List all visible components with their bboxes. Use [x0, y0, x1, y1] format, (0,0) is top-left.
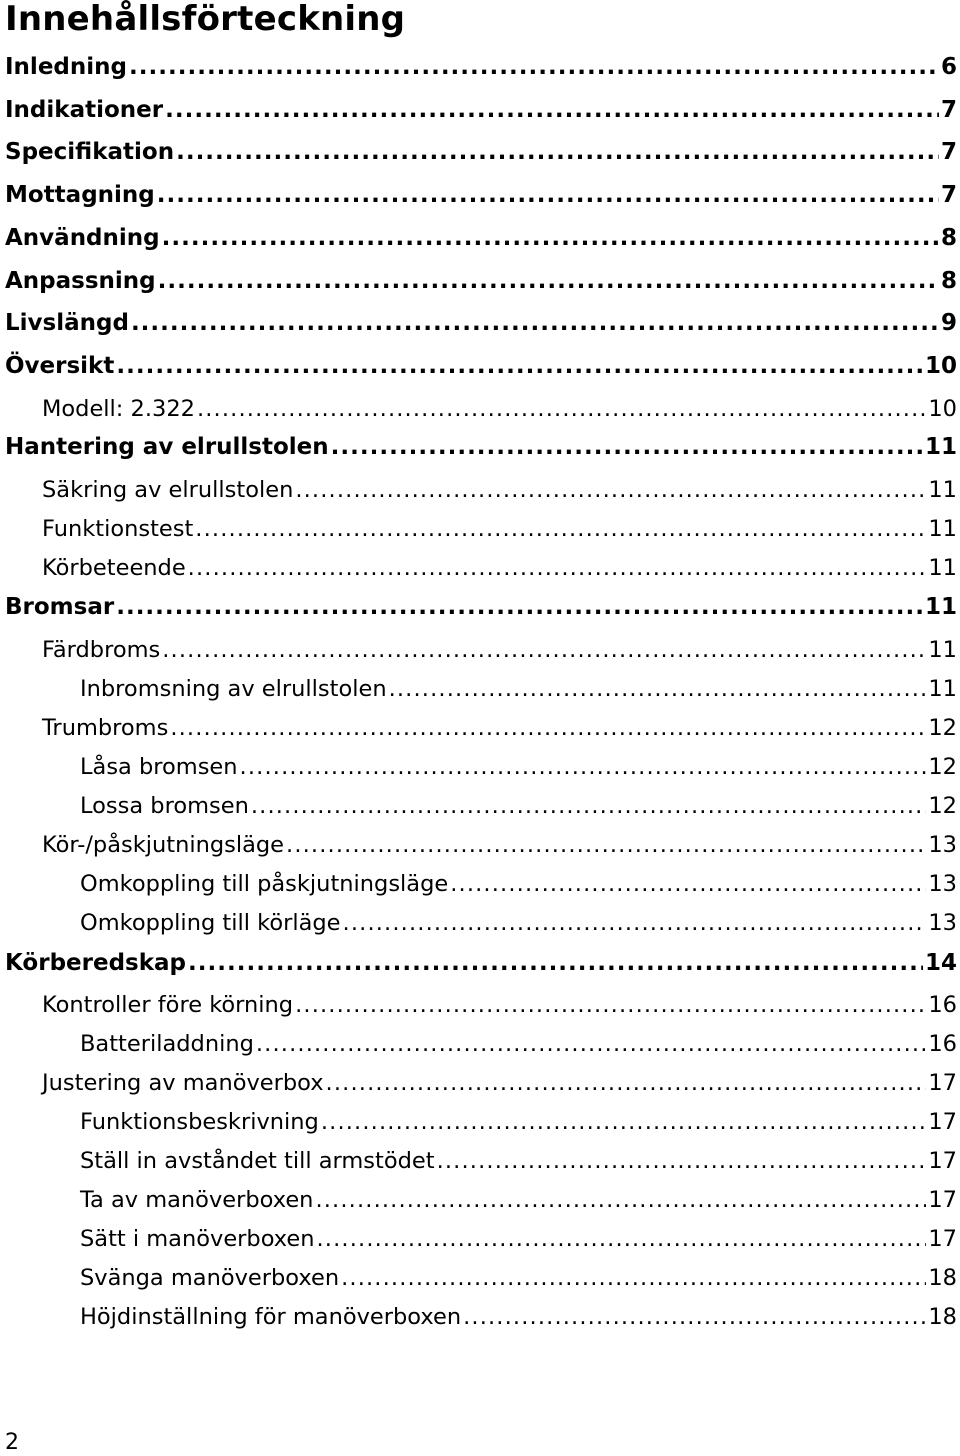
dot-leader — [437, 1148, 927, 1174]
toc-entry-page: 8 — [940, 268, 957, 294]
toc-entry[interactable] — [80, 754, 957, 780]
toc-entry-label: Hantering av elrullstolen — [5, 434, 329, 460]
toc-entry-page: 7 — [940, 139, 957, 165]
dot-leader — [450, 871, 926, 897]
dot-leader — [116, 594, 923, 620]
toc-entry-label: Ta av manöverboxen — [80, 1187, 314, 1213]
toc-entry[interactable] — [5, 434, 957, 460]
dot-leader — [188, 555, 927, 581]
toc-entry-label: Kontroller före körning — [42, 992, 294, 1018]
toc-entry[interactable] — [42, 1070, 957, 1096]
toc-entry-page: 12 — [928, 754, 957, 780]
dot-leader — [321, 1109, 927, 1135]
toc-entry[interactable] — [42, 637, 957, 663]
toc-entry[interactable] — [5, 353, 957, 379]
toc-entry[interactable] — [42, 516, 957, 542]
page-title: Innehållsförteckning — [5, 0, 406, 39]
toc-entry-page: 10 — [924, 353, 957, 379]
toc-entry-page: 11 — [928, 516, 957, 542]
toc-entry[interactable] — [5, 139, 957, 165]
toc-entry[interactable] — [5, 310, 957, 336]
toc-entry-page: 16 — [928, 992, 957, 1018]
dot-leader — [116, 353, 923, 379]
toc-entry-page: 18 — [928, 1265, 957, 1291]
dot-leader — [176, 139, 939, 165]
toc-entry[interactable] — [5, 54, 957, 80]
toc-entry-label: Inbromsning av elrullstolen — [80, 676, 387, 702]
toc-entry-page: 17 — [928, 1187, 957, 1213]
toc-entry-page: 11 — [928, 477, 957, 503]
toc-entry-page: 6 — [940, 54, 957, 80]
toc-entry-page: 7 — [940, 182, 957, 208]
toc-entry-label: Sätt i manöverboxen — [80, 1226, 315, 1252]
dot-leader — [170, 715, 926, 741]
toc-entry-label: Funktionsbeskrivning — [80, 1109, 319, 1135]
dot-leader — [240, 754, 927, 780]
toc-entry-page: 7 — [940, 97, 957, 123]
dot-leader — [389, 676, 927, 702]
dot-leader — [129, 54, 939, 80]
toc-entry[interactable] — [42, 477, 957, 503]
toc-entry[interactable] — [5, 950, 957, 976]
toc-entry-label: Ställ in avståndet till armstödet — [80, 1148, 435, 1174]
toc-entry-label: Inledning — [5, 54, 127, 80]
toc-entry-label: Svänga manöverboxen — [80, 1265, 340, 1291]
toc-entry[interactable] — [80, 871, 957, 897]
toc-entry-label: Batteriladdning — [80, 1031, 254, 1057]
toc-entry-label: Livslängd — [5, 310, 129, 336]
toc-entry-label: Omkoppling till påskjutningsläge — [80, 871, 449, 897]
toc-entry-label: Bromsar — [5, 594, 115, 620]
toc-entry[interactable] — [5, 594, 957, 620]
toc-entry-label: Indikationer — [5, 97, 164, 123]
toc-entry-label: Anpassning — [5, 268, 156, 294]
toc-entry-page: 10 — [928, 396, 957, 422]
toc-entry-label: Kör-/påskjutningsläge — [42, 832, 285, 858]
dot-leader — [157, 182, 939, 208]
toc-entry[interactable] — [42, 832, 957, 858]
toc-entry-label: Översikt — [5, 353, 115, 379]
toc-entry[interactable] — [80, 1031, 957, 1057]
toc-entry-label: Lossa bromsen — [80, 793, 249, 819]
dot-leader — [326, 1070, 927, 1096]
dot-leader — [317, 1226, 927, 1252]
dot-leader — [162, 637, 926, 663]
toc-entry-page: 9 — [940, 310, 957, 336]
toc-entry-label: Modell: 2.322 — [42, 396, 195, 422]
toc-entry-label: Specifikation — [5, 139, 175, 165]
toc-entry[interactable] — [80, 676, 957, 702]
dot-leader — [256, 1031, 926, 1057]
toc-entry[interactable] — [5, 268, 957, 294]
toc-entry-page: 17 — [928, 1109, 957, 1135]
toc-entry[interactable] — [80, 910, 957, 936]
dot-leader — [331, 434, 923, 460]
toc-entry[interactable] — [80, 1148, 957, 1174]
toc-entry[interactable] — [80, 1109, 957, 1135]
toc-entry[interactable] — [42, 992, 957, 1018]
toc-entry-page: 11 — [928, 676, 957, 702]
toc-entry-label: Säkring av elrullstolen — [42, 477, 294, 503]
toc-entry-page: 16 — [928, 1031, 957, 1057]
dot-leader — [251, 793, 927, 819]
toc-entry-page: 11 — [928, 637, 957, 663]
toc-entry[interactable] — [42, 715, 957, 741]
toc-entry-label: Låsa bromsen — [80, 754, 238, 780]
toc-entry-label: Höjdinställning för manöverboxen — [80, 1304, 462, 1330]
toc-entry[interactable] — [42, 396, 957, 422]
dot-leader — [315, 1187, 926, 1213]
toc-entry[interactable] — [5, 225, 957, 251]
dot-leader — [463, 1304, 926, 1330]
dot-leader — [197, 396, 926, 422]
toc-entry[interactable] — [80, 1265, 957, 1291]
toc-entry-page: 18 — [928, 1304, 957, 1330]
toc-entry-label: Trumbroms — [42, 715, 169, 741]
toc-entry-label: Körbeteende — [42, 555, 186, 581]
toc-entry[interactable] — [80, 1226, 957, 1252]
toc-entry-page: 17 — [928, 1148, 957, 1174]
toc-entry-page: 13 — [928, 871, 957, 897]
dot-leader — [188, 950, 923, 976]
dot-leader — [295, 477, 926, 503]
toc-entry-page: 14 — [924, 950, 957, 976]
toc-entry-page: 17 — [928, 1070, 957, 1096]
page-number: 2 — [5, 1430, 19, 1455]
toc-entry-page: 13 — [928, 910, 957, 936]
toc-entry-label: Användning — [5, 225, 160, 251]
dot-leader — [158, 268, 939, 294]
toc-entry-page: 11 — [928, 555, 957, 581]
toc-entry-page: 17 — [928, 1226, 957, 1252]
toc-entry-page: 8 — [940, 225, 957, 251]
toc-entry-label: Körberedskap — [5, 950, 187, 976]
dot-leader — [195, 516, 926, 542]
toc-entry-label: Färdbroms — [42, 637, 161, 663]
dot-leader — [165, 97, 939, 123]
toc-entry[interactable] — [80, 793, 957, 819]
dot-leader — [162, 225, 939, 251]
toc-entry-page: 12 — [928, 715, 957, 741]
toc-entry-label: Justering av manöverbox — [42, 1070, 324, 1096]
dot-leader — [286, 832, 926, 858]
toc-entry-page: 11 — [924, 594, 957, 620]
toc-entry[interactable] — [80, 1304, 957, 1330]
toc-entry-label: Omkoppling till körläge — [80, 910, 341, 936]
toc-entry-page: 13 — [928, 832, 957, 858]
toc-entry[interactable] — [42, 555, 957, 581]
toc-entry-page: 11 — [924, 434, 957, 460]
toc-entry-label: Funktionstest — [42, 516, 194, 542]
dot-leader — [343, 910, 927, 936]
toc-entry[interactable] — [80, 1187, 957, 1213]
dot-leader — [341, 1265, 926, 1291]
toc-entry[interactable] — [5, 182, 957, 208]
dot-leader — [131, 310, 939, 336]
toc-entry[interactable] — [5, 97, 957, 123]
toc-entry-page: 12 — [928, 793, 957, 819]
toc-entry-label: Mottagning — [5, 182, 155, 208]
dot-leader — [295, 992, 926, 1018]
